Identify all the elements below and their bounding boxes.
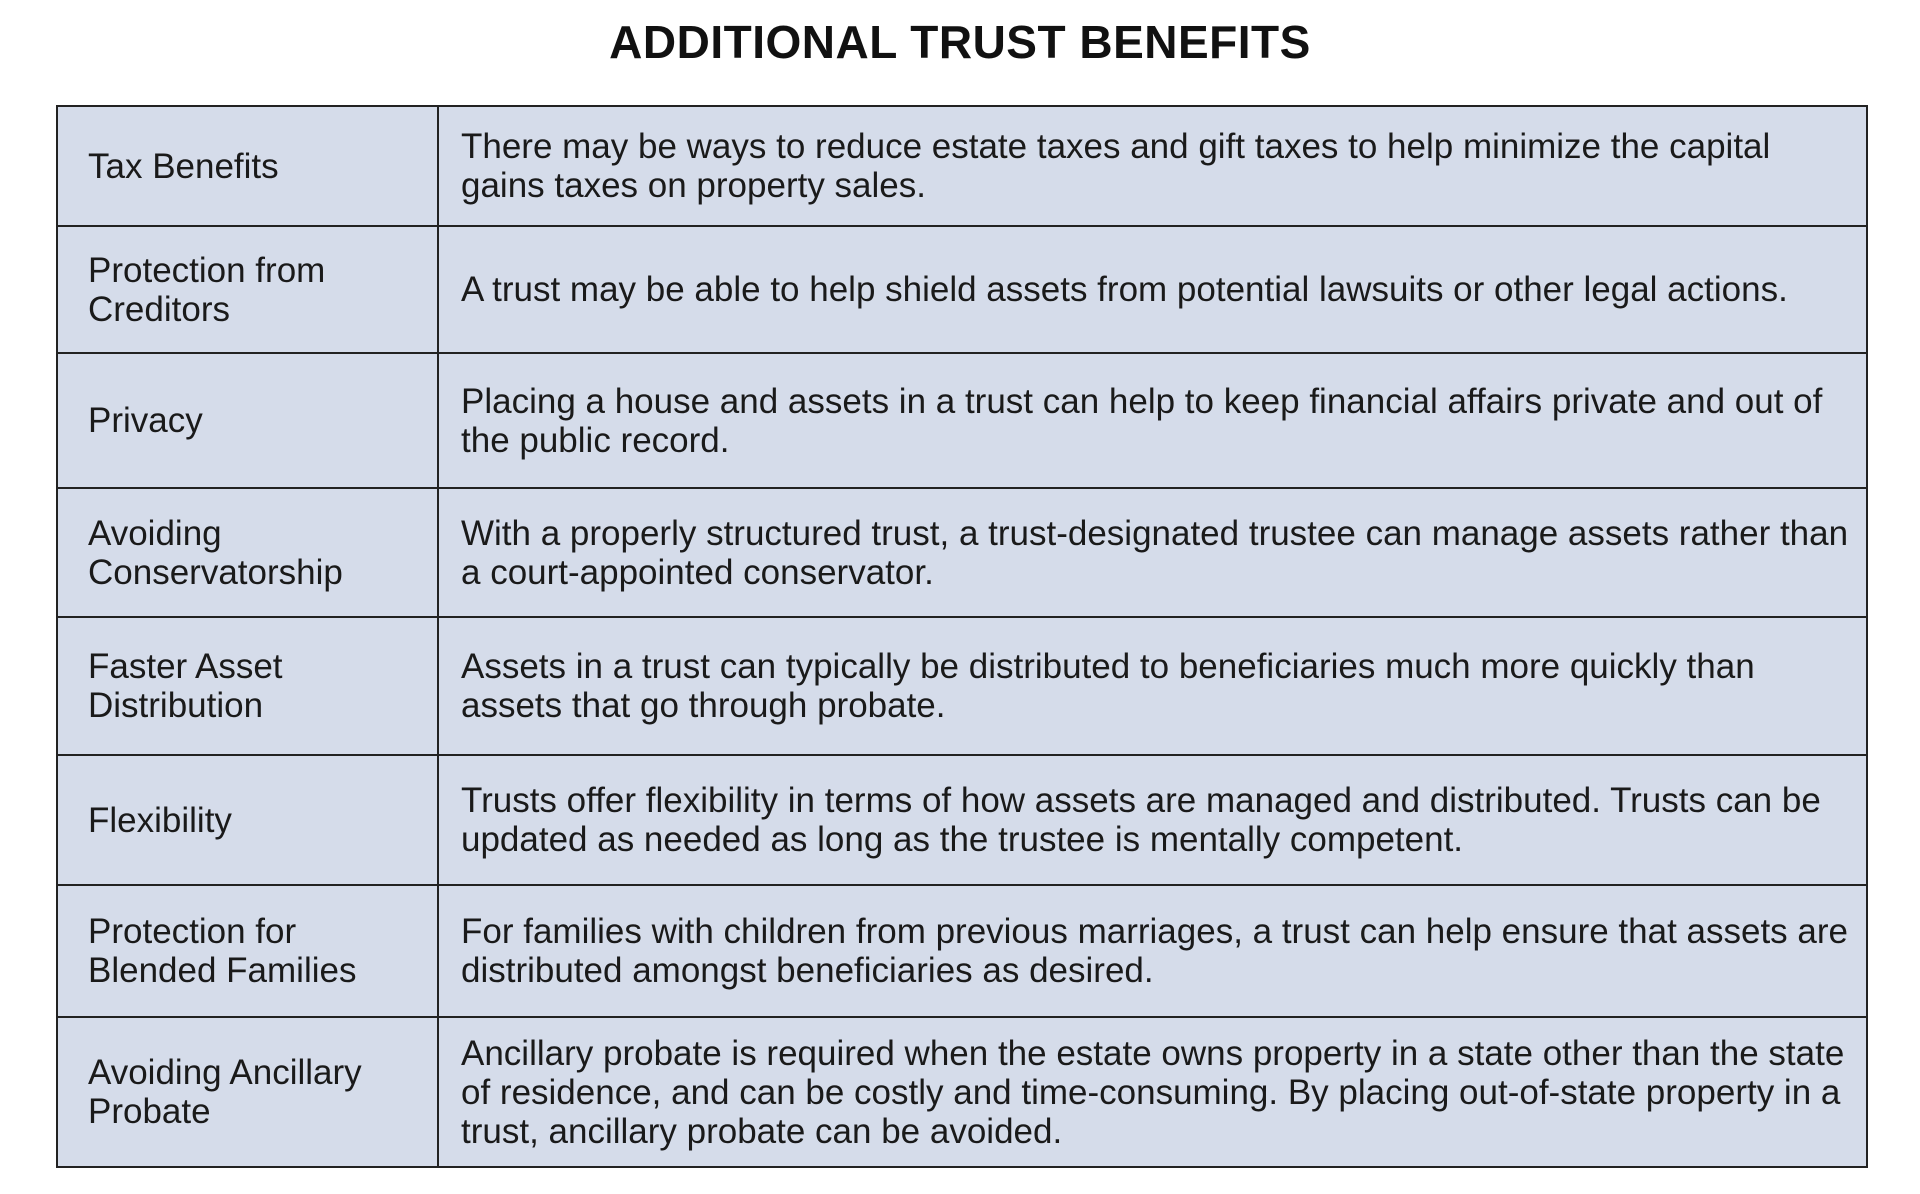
benefit-label: Faster Asset Distribution xyxy=(57,617,438,755)
table-row xyxy=(57,106,1867,226)
benefit-label: Tax Benefits xyxy=(57,106,438,226)
benefit-label: Flexibility xyxy=(57,755,438,885)
benefit-label: Protection for Blended Families xyxy=(57,885,438,1017)
benefit-description: There may be ways to reduce estate taxes and gift taxes to help minimize the capital gains taxes on property sales. xyxy=(438,106,1867,226)
table-row xyxy=(57,1017,1867,1167)
benefit-label: Avoiding Ancillary Probate xyxy=(57,1017,438,1167)
benefit-description: A trust may be able to help shield assets from potential lawsuits or other legal actions. xyxy=(438,226,1867,353)
benefit-description: Ancillary probate is required when the estate owns property in a state other than the state of residence, and can be costly and time-consuming. By placing out-of-state property in a trust, ancillary probate can be avoided. xyxy=(438,1017,1867,1167)
benefit-label: Privacy xyxy=(57,353,438,488)
benefit-label: Protection from Creditors xyxy=(57,226,438,353)
benefit-description: With a properly structured trust, a trust-designated trustee can manage assets rather than a court-appointed conservator. xyxy=(438,488,1867,617)
table-row xyxy=(57,617,1867,755)
table-row xyxy=(57,488,1867,617)
benefit-description: Trusts offer flexibility in terms of how assets are managed and distributed. Trusts can be updated as needed as long as the trustee is mentally competent. xyxy=(438,755,1867,885)
benefit-description: Placing a house and assets in a trust can help to keep financial affairs private and out of the public record. xyxy=(438,353,1867,488)
table-row xyxy=(57,226,1867,353)
benefit-description: For families with children from previous marriages, a trust can help ensure that assets are distributed amongst beneficiaries as desired. xyxy=(438,885,1867,1017)
page-title: ADDITIONAL TRUST BENEFITS xyxy=(609,16,1311,68)
table-row xyxy=(57,885,1867,1017)
benefit-label: Avoiding Conservatorship xyxy=(57,488,438,617)
table-row xyxy=(57,353,1867,488)
table-row xyxy=(57,755,1867,885)
benefit-description: Assets in a trust can typically be distributed to beneficiaries much more quickly than assets that go through probate. xyxy=(438,617,1867,755)
benefits-table xyxy=(56,105,1868,1168)
